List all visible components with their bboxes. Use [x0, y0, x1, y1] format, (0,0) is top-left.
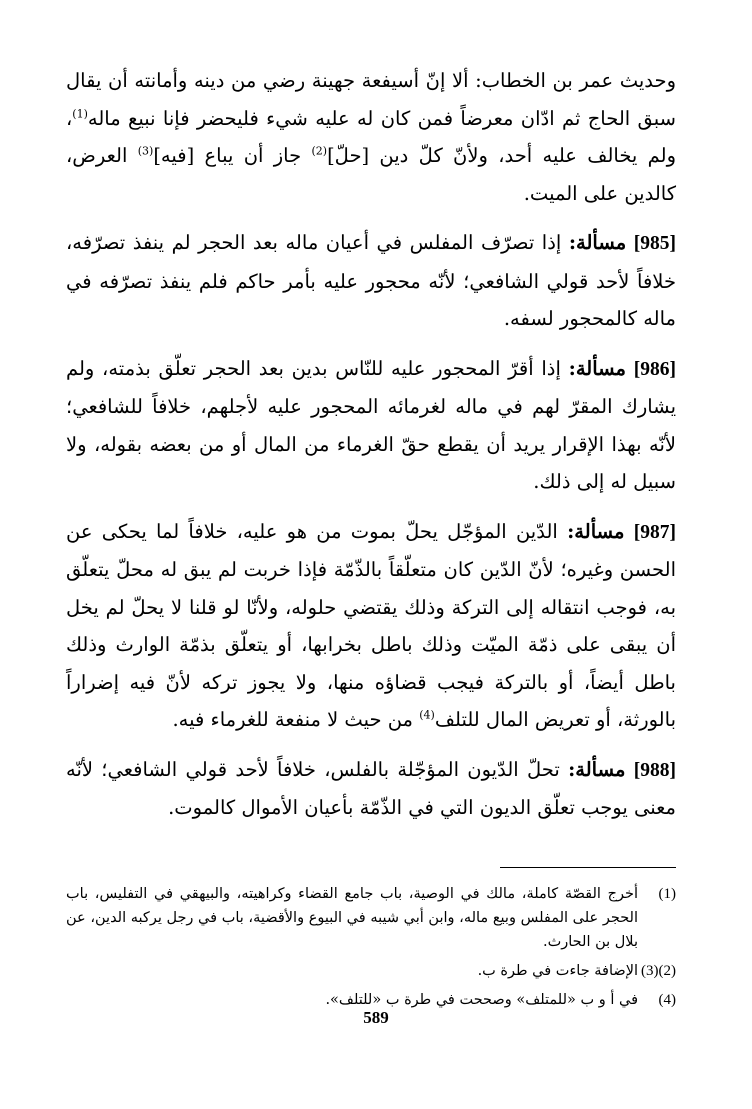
footnote-2-3-text: الإضافة جاءت في طرة ب.	[477, 962, 638, 979]
issue-985-label: مسألة:	[568, 231, 627, 254]
issue-988-text: تحلّ الدّيون المؤجّلة بالفلس، خلافاً لأحد قولي الشافعي؛ لأنّه معنى يوجب تعلّق الديون التي في الذّمّة بأعيان الأموال كالموت.	[66, 757, 676, 819]
footnote-2-3-label: (2)(3)	[641, 962, 676, 979]
intro-paragraph	[66, 62, 676, 212]
issue-985-text: إذا تصرّف المفلس في أعيان ماله بعد الحجر لم ينفذ تصرّفه، خلافاً لأحد قولي الشافعي؛ لأنّه محجور عليه بأمر حاكم فلم ينفذ تصرّفه في ماله كالمحجور لسفه.	[66, 231, 676, 330]
issue-988-label: مسألة:	[568, 757, 626, 781]
footnote-4-label: (4)	[658, 991, 676, 1008]
footnote-divider	[500, 867, 676, 868]
issue-988-number: [988]	[633, 759, 676, 781]
intro-text-a: وحديث عمر بن الخطاب: ألا إنّ أسيفعة جهينة رضي من دينه وأمانته أن يقال سبق الحاج ثم ادّان معرضاً فمن كان له عليه شيء فليحضر فإنا نبيع ماله	[66, 69, 676, 130]
issue-988	[66, 751, 676, 827]
issue-986-text: إذا أقرّ المحجور عليه للنّاس بدين بعد الحجر تعلّق بذمته، ولم يشارك المقرّ لهم في ماله لغرمائه المحجور عليه لأجلهم، خلافاً للشافعي؛ لأنّه بهذا الإقرار يريد أن يقطع حقّ الغرماء من المال أو من بعضه بقوله، ولا سبيل له إلى ذلك.	[66, 356, 676, 493]
footnote-4-text: في أ و ب «للمتلف» وصححت في طرة ب «للتلف».	[325, 991, 638, 1008]
footnote-ref-2[interactable]: (2)	[311, 144, 328, 158]
issue-987-number: [987]	[633, 521, 676, 543]
issue-987-text-a: الدّين المؤجّل يحلّ بموت من هو عليه، خلافاً لما يحكى عن الحسن وغيره؛ لأنّ الدّين كان متعلّقاً بالذّمّة فإذا خربت لم يبق له محلّ يتعلّق به، فوجب انتقاله إلى التركة وذلك يقتضي حلوله، ولأنّا لو قلنا لا يحلّ لم يخل أن يبقى على ذمّة الميّت وذلك باطل بخرابها، أو يتعلّق بذمّة الوارث وذلك باطل أيضاً، أو بالتركة فيجب قضاؤه منها، ولا يجوز تركه لأنّ فيه إضراراً بالورثة، أو تعريض المال للتلف	[66, 519, 676, 731]
footnote-ref-4[interactable]: (4)	[419, 708, 435, 722]
footnote-2-3	[66, 959, 676, 983]
issue-987-text-b: من حيث لا منفعة للغرماء فيه.	[172, 708, 420, 731]
footnote-1	[66, 882, 676, 954]
issue-987	[66, 513, 676, 739]
issue-986-number: [986]	[633, 358, 676, 380]
footnote-1-text: أخرج القصّة كاملة، مالك في الوصية، باب جامع القضاء وكراهيته، والبيهقي في التفليس، باب الحجر على المفلس وبيع ماله، وابن أبي شيبه في البيوع والأقضية، باب في رجل يركبه الدين، عن بلال بن الحارث.	[66, 885, 638, 950]
footnote-ref-3[interactable]: (3)	[137, 144, 154, 158]
intro-text-d: العرض، كالدين على الميت.	[66, 144, 676, 205]
page-number: 589	[363, 1008, 389, 1027]
intro-text-c: جاز أن يباع [فيه]	[153, 144, 312, 167]
intro-text-b: ، ولم يخالف عليه أحد، ولأنّ كلّ دين [حلّ]	[66, 106, 676, 167]
issue-985-number: [985]	[633, 233, 676, 254]
issue-986-label: مسألة:	[568, 356, 627, 380]
issue-986	[66, 350, 676, 501]
issue-985	[66, 224, 676, 338]
footnote-1-label: (1)	[658, 885, 676, 902]
issue-987-label: مسألة:	[567, 519, 625, 543]
footnote-ref-1[interactable]: (1)	[72, 107, 88, 120]
